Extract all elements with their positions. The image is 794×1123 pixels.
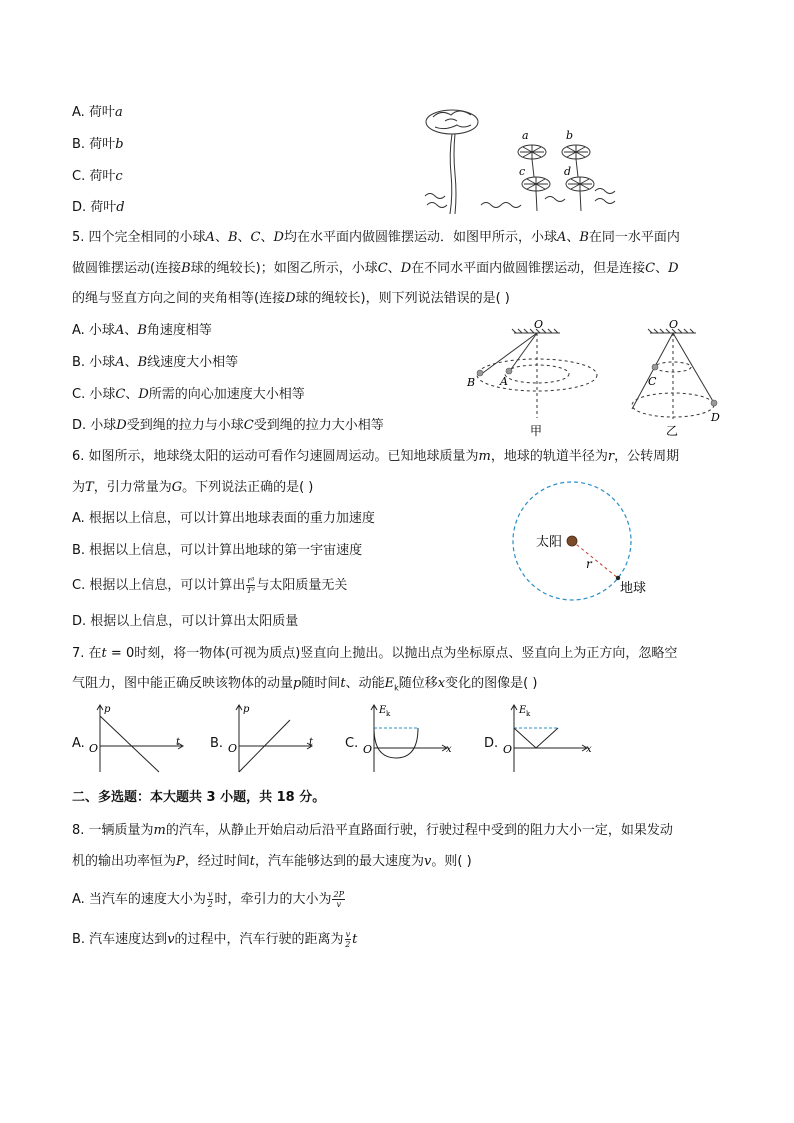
- graph-b-ylabel: p: [243, 704, 250, 715]
- q6-option-b: B. 根据以上信息，可以计算出地球的第一宇宙速度: [72, 543, 363, 558]
- q7-graph-d-label: D.: [484, 736, 499, 751]
- section-2-heading: 二、多选题：本大题共 3 小题，共 18 分。: [72, 790, 326, 805]
- q5-option-c: C. 小球C、D所需的向心加速度大小相等: [72, 387, 305, 402]
- graph-b-origin: O: [228, 742, 238, 755]
- q6-option-a: A. 根据以上信息，可以计算出地球表面的重力加速度: [72, 511, 375, 526]
- q6-option-d: D. 根据以上信息，可以计算出太阳质量: [72, 614, 299, 629]
- jia-label-a: A: [500, 375, 508, 388]
- graph-c-ysub: k: [386, 710, 391, 718]
- graph-c-ylabel: E: [379, 705, 387, 716]
- jia-label-b: B: [467, 376, 476, 389]
- q5-stem-line2: 做圆锥摆运动(连接B球的绳较长)；如图乙所示，小球C、D在不同水平面内做圆锥摆运动，但是连接C、D: [72, 261, 679, 276]
- q7-graph-c: [360, 700, 460, 776]
- q8-option-a: A. 当汽车的速度大小为 $\frac{v}{2}$ 时，牵引力的大小为 $\frac{2P}{v}$: [72, 890, 344, 909]
- q7-graph-b: [225, 700, 325, 776]
- lotus-label-c: c: [519, 165, 526, 178]
- conical-pendulum-figure-jia: [462, 315, 602, 440]
- graph-c-origin: O: [363, 743, 373, 756]
- q4-option-c: C. 荷叶c: [72, 169, 123, 184]
- earth-orbit-figure: [508, 482, 647, 607]
- lotus-label-a: a: [522, 129, 529, 142]
- q5-stem-line3: 的绳与竖直方向之间的夹角相等(连接D球的绳较长)，则下列说法错误的是( ): [72, 291, 510, 306]
- lotus-label-d: d: [564, 165, 572, 178]
- q5-option-b: B. 小球A、B线速度大小相等: [72, 355, 239, 370]
- radius-label: r: [586, 557, 592, 571]
- q5-stem-line1: 5. 四个完全相同的小球A、B、C、D均在水平面内做圆锥摆运动．如图甲所示，小球A、B在同一水平面内: [72, 230, 680, 245]
- q7-graph-c-label: C.: [345, 736, 359, 751]
- sun-icon: [567, 536, 577, 546]
- graph-a-ylabel: p: [104, 704, 111, 715]
- q6-option-c: C. 根据以上信息，可以计算出 $\frac{\text{r³}}{\text{T²}}$ 与太阳质量无关: [72, 576, 348, 595]
- yi-caption: 乙: [666, 424, 679, 438]
- yi-label-d: D: [711, 411, 720, 424]
- r3-over-t2-fraction: $\frac{\text{r³}}{\text{T²}}$: [246, 576, 256, 595]
- v-over-2-fraction: $\frac{v}{2}$: [207, 890, 213, 909]
- q6-stem-line2: 为T，引力常量为G。下列说法正确的是( ): [72, 480, 314, 495]
- q8-stem-line1: 8. 一辆质量为m的汽车，从静止开始启动后沿平直路面行驶，行驶过程中受到的阻力大小一定，如果发动: [72, 823, 673, 838]
- jia-label-o: O: [534, 318, 544, 331]
- graph-d-origin: O: [503, 743, 513, 756]
- yi-label-o: O: [669, 318, 679, 331]
- q8-option-b: B. 汽车速度达到v的过程中，汽车行驶的距离为 $\frac{v}{2}$ t: [72, 930, 358, 949]
- graph-a-origin: O: [89, 742, 99, 755]
- q4-option-b: B. 荷叶b: [72, 137, 124, 152]
- q6-stem-line1: 6. 如图所示，地球绕太阳的运动可看作匀速圆周运动。已知地球质量为m，地球的轨道半径为r，公转周期: [72, 449, 680, 464]
- q7-graph-b-label: B.: [210, 736, 224, 751]
- lotus-figure: [415, 95, 625, 220]
- sun-label: 太阳: [536, 535, 563, 550]
- q7-graph-a: [86, 700, 196, 776]
- 2p-over-v-fraction: $\frac{2P}{v}$: [333, 890, 344, 909]
- q4-option-d: D. 荷叶d: [72, 200, 125, 215]
- graph-c-xlabel: x: [446, 744, 452, 755]
- q7-graph-a-label: A.: [72, 736, 85, 751]
- q5-option-a: A. 小球A、B角速度相等: [72, 323, 212, 338]
- graph-b-xlabel: t: [309, 737, 314, 748]
- graph-d-ylabel: E: [519, 705, 527, 716]
- conical-pendulum-figure-yi: [622, 315, 732, 440]
- v-over-2-fraction-b: $\frac{v}{2}$: [345, 930, 351, 949]
- q7-stem-line1: 7. 在t = 0时刻，将一物体(可视为质点)竖直向上抛出。以抛出点为坐标原点、竖直向上为正方向，忽略空: [72, 646, 678, 661]
- earth-icon: [616, 576, 620, 580]
- earth-label: 地球: [620, 581, 647, 596]
- graph-d-ysub: k: [526, 710, 531, 718]
- graph-a-xlabel: t: [176, 737, 181, 748]
- jia-caption: 甲: [530, 424, 543, 438]
- q8-stem-line2: 机的输出功率恒为P，经过时间t，汽车能够达到的最大速度为v。则( ): [72, 854, 472, 869]
- q7-graph-d: [500, 700, 600, 776]
- lotus-label-b: b: [566, 129, 574, 142]
- graph-d-xlabel: x: [586, 744, 592, 755]
- yi-label-c: C: [648, 375, 657, 388]
- q4-option-a: A. 荷叶a: [72, 105, 123, 120]
- q5-option-d: D. 小球D受到绳的拉力与小球C受到绳的拉力大小相等: [72, 418, 384, 433]
- q7-stem-line2: 气阻力，图中能正确反映该物体的动量p随时间t、动能$E_k$随位移x变化的图像是( ): [72, 676, 538, 693]
